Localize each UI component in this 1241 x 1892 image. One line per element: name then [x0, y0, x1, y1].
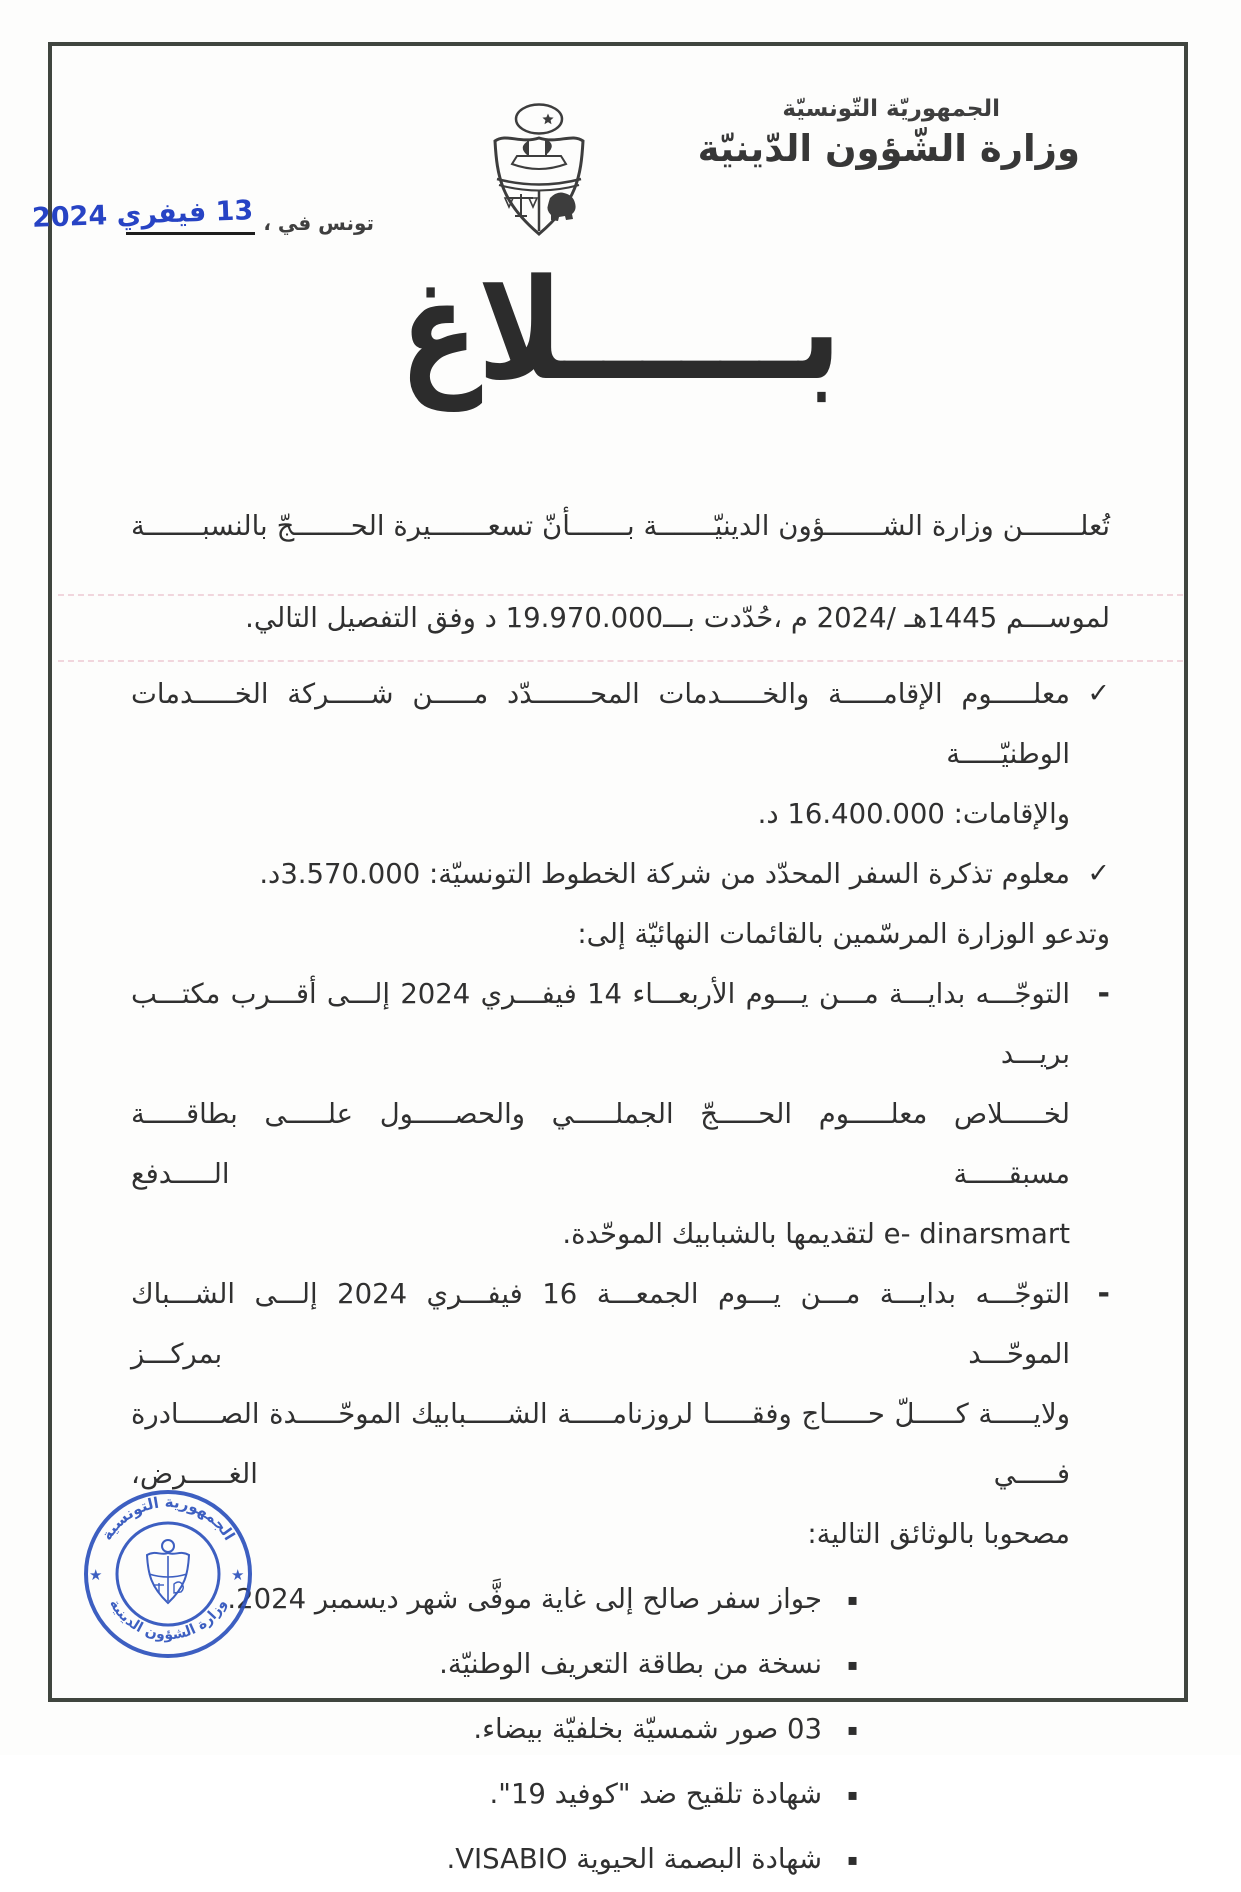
step1-line-3: e- dinarsmart لتقديمها بالشبابيك الموحّدة.	[562, 1218, 1070, 1250]
svg-text:الجمهورية التونسية	[98, 1493, 239, 1544]
seal-top-text: الجمهورية التونسية	[97, 1492, 239, 1544]
step2-line-3: مصحوبا بالوثائق التالية:	[807, 1518, 1070, 1550]
seal-bottom-text: وزارة الشؤون الدينية	[106, 1596, 230, 1644]
step-item-unified-counter	[131, 1264, 1110, 1564]
tunisia-coat-of-arms-icon	[484, 100, 594, 240]
document-item-covid-certificate	[131, 1762, 860, 1827]
step2-line-1: التوجّـــه بدايـــة مـــن يـــوم الجمعـــة 16 فيفـــري 2024 إلـــى الشـــباك الموحّـــد بمركـــز	[131, 1278, 1070, 1370]
date-underline	[31, 186, 255, 235]
step1-line-2: لخـــــلاص معلـــــوم الحـــــجّ الجملـــــي والحصـــــول علـــــى بطاقـــــة مسبقـــــة الـــــدفع	[131, 1098, 1070, 1190]
document-title: بــــــلاغ	[399, 248, 842, 411]
document-item-text: 03 صور شمسيّة بخلفيّة بيضاء.	[473, 1713, 822, 1745]
check-icon: ✓	[1087, 678, 1110, 709]
letterhead-ministry-title: وزارة الشّؤون الدّينيّة	[697, 127, 1080, 170]
invite-line: وتدعو الوزارة المرسّمين بالقائمات النهائيّة إلى:	[577, 918, 1110, 950]
seal-star-left-icon: ★	[89, 1566, 103, 1584]
square-bullet-icon: ▪	[847, 1850, 858, 1869]
step-item-post-office	[131, 964, 1110, 1264]
document-item-visabio	[131, 1827, 860, 1892]
fee-item-accommodation	[131, 664, 1110, 844]
document-item-text: نسخة من بطاقة التعريف الوطنيّة.	[439, 1648, 822, 1680]
seal-star-right-icon: ★	[231, 1566, 245, 1584]
intro-paragraph	[131, 480, 1110, 664]
title-row	[0, 248, 1241, 411]
square-bullet-icon: ▪	[847, 1720, 858, 1739]
fee-accommodation-line-2: والإقامات: 16.400.000 د.	[757, 798, 1070, 830]
step2-line-2: ولايـــــة كـــــلّ حـــــاج وفقـــــا لروزنامـــــة الشـــــبابيك الموحّـــــدة الصـــــادرة فـــــي الغـــــرض،	[131, 1398, 1070, 1490]
intro-line-1: تُعلـــــــن وزارة الشـــــــؤون الدينيّـــــــة بـــــــأنّ تسعـــــــيرة الحـــــــجّ بالنسبـــــــة	[131, 510, 1110, 542]
official-blue-seal	[80, 1486, 256, 1662]
square-bullet-icon: ▪	[847, 1590, 858, 1609]
handwritten-date-stamp: 13 فيفري 2024	[31, 195, 254, 234]
date-block	[31, 186, 374, 235]
document-item-text: شهادة البصمة الحيوية VISABIO.	[446, 1843, 822, 1875]
letterhead-republic-title: الجمهوريّة التّونسيّة	[782, 96, 1000, 122]
square-bullet-icon: ▪	[847, 1655, 858, 1674]
dash-icon: -	[1097, 976, 1110, 1011]
announcement-body	[131, 480, 1110, 1892]
document-item-text: شهادة تلقيح ضد "كوفيد 19".	[489, 1778, 822, 1810]
document-item-photos	[131, 1697, 860, 1762]
place-date-label: تونس في ،	[263, 211, 374, 235]
fee-accommodation-line-1: معلـــــوم الإقامـــــة والخـــــدمات المحـــــــدّد مـــــن شـــــركة الخـــــدمات الوطنيّـــــة	[131, 678, 1070, 770]
step1-line-1: التوجّـــه بدايـــة مـــن يـــوم الأربعـــاء 14 فيفـــري 2024 إلـــى أقـــرب مكتـــب بريـــد	[131, 978, 1070, 1070]
square-bullet-icon: ▪	[847, 1785, 858, 1804]
fee-item-ticket	[131, 844, 1110, 904]
intro-line-2: لموســـم 1445هـ /2024 م ،حُدّدت بـــ19.970.000 د وفق التفصيل التالي.	[245, 602, 1110, 634]
fee-ticket-line: معلوم تذكرة السفر المحدّد من شركة الخطوط التونسيّة: 3.570.000د.	[259, 858, 1070, 890]
document-item-text: جواز سفر صالح إلى غاية موفَّى شهر ديسمبر 2024.	[227, 1583, 822, 1615]
check-icon: ✓	[1087, 858, 1110, 889]
dash-icon: -	[1097, 1276, 1110, 1311]
